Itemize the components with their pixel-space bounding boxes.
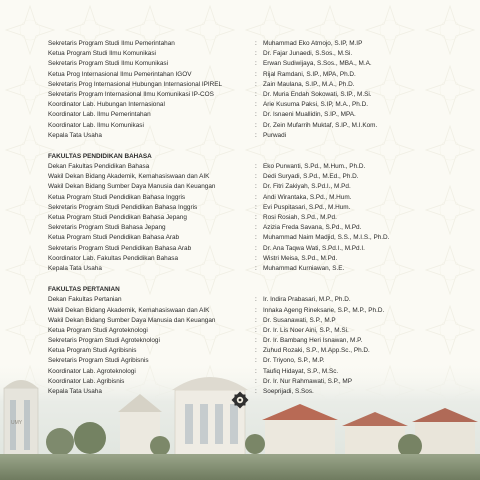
person-name: Dr. Fitri Zakiyah, S.Pd.I., M.Pd. xyxy=(263,183,351,191)
staff-row xyxy=(48,49,448,59)
person-name: Dedi Suryadi, S.Pd., M.Ed., Ph.D. xyxy=(263,173,359,181)
position-label: Wakil Dekan Bidang Sumber Daya Manusia dan Keuangan xyxy=(48,183,216,191)
person-name: Dr. Ir. Bambang Heri Isnawan, M.P. xyxy=(263,337,363,345)
position-label: Sekretaris Program Studi Ilmu Pemerintahan xyxy=(48,40,175,47)
separator-colon: : xyxy=(255,183,257,191)
position-label: Dekan Fakultas Pendidikan Bahasa xyxy=(48,163,150,171)
faculty-section xyxy=(48,39,448,141)
separator-colon: : xyxy=(255,347,257,355)
position-label: Sekretaris Program Studi Agribisnis xyxy=(48,357,149,365)
staff-row xyxy=(48,346,448,356)
separator-colon: : xyxy=(255,214,257,221)
person-name: Eko Purwanti, S.Pd., M.Hum., Ph.D. xyxy=(263,163,366,171)
person-name: Zain Maulana, S.IP., M.A., Ph.D. xyxy=(263,80,355,88)
separator-colon: : xyxy=(255,203,257,211)
faculty-section xyxy=(48,152,448,274)
person-name: Rosi Rosiah, S.Pd., M.Pd. xyxy=(263,214,337,221)
person-name: Innaka Ageng Rineksane, S.P., M.P., Ph.D. xyxy=(263,306,385,314)
position-label: Sekretaris Program Studi Bahasa Jepang xyxy=(48,224,166,232)
separator-colon: : xyxy=(255,306,257,314)
person-name: Rijal Ramdani, S.IP., MPA, Ph.D. xyxy=(263,70,356,78)
position-label: Kepala Tata Usaha xyxy=(48,388,102,395)
staff-row xyxy=(48,367,448,377)
staff-row xyxy=(48,213,448,223)
staff-row xyxy=(48,244,448,254)
separator-colon: : xyxy=(255,131,257,139)
separator-colon: : xyxy=(255,357,257,365)
staff-row xyxy=(48,377,448,387)
person-name: Muhammad Eko Atmojo, S.IP, M.IP xyxy=(263,40,363,47)
person-name: Purwadi xyxy=(263,131,287,139)
staff-row xyxy=(48,172,448,182)
staff-row xyxy=(48,316,448,326)
ornament-emblem-icon xyxy=(231,391,249,409)
person-name: Dr. Fajar Junaedi, S.Sos., M.Si. xyxy=(263,50,353,58)
staff-row xyxy=(48,100,448,110)
separator-colon: : xyxy=(255,101,257,109)
faculty-section xyxy=(48,285,448,397)
staff-row xyxy=(48,203,448,213)
staff-row xyxy=(48,233,448,243)
person-name: Ir. Indira Prabasari, M.P., Ph.D. xyxy=(263,296,351,304)
separator-colon: : xyxy=(255,234,257,242)
position-label: Wakil Dekan Bidang Akademik, Kemahasiswaan dan AIK xyxy=(48,306,210,314)
staff-row xyxy=(48,131,448,141)
staff-row xyxy=(48,223,448,233)
person-name: Taufiq Hidayat, S.P., M.Sc. xyxy=(263,367,339,375)
separator-colon: : xyxy=(255,244,257,252)
person-name: Andi Wirantaka, S.Pd., M.Hum. xyxy=(263,193,352,201)
staff-row xyxy=(48,193,448,203)
separator-colon: : xyxy=(255,80,257,88)
staff-row xyxy=(48,162,448,172)
separator-colon: : xyxy=(255,388,257,395)
separator-colon: : xyxy=(255,326,257,334)
position-label: Koordinator Lab. Ilmu Pemerintahan xyxy=(48,111,151,119)
position-label: Koordinator Lab. Agroteknologi xyxy=(48,367,136,375)
staff-row xyxy=(48,264,448,274)
person-name: Zuhud Rozaki, S.P., M.App.Sc., Ph.D. xyxy=(263,347,370,355)
person-name: Soeprijadi, S.Sos. xyxy=(263,388,314,395)
separator-colon: : xyxy=(255,60,257,68)
staff-row xyxy=(48,182,448,192)
separator-colon: : xyxy=(255,264,257,272)
separator-colon: : xyxy=(255,367,257,375)
section-title: FAKULTAS PERTANIAN xyxy=(48,286,120,294)
position-label: Koordinator Lab. Hubungan Internasional xyxy=(48,101,165,109)
staff-row xyxy=(48,110,448,120)
person-name: Wistri Meisa, S.Pd., M.Pd. xyxy=(263,254,338,262)
staff-row xyxy=(48,70,448,80)
person-name: Dr. Triyono, S.P., M.P. xyxy=(263,357,325,365)
person-name: Dr. Muria Endah Sokowati, S.IP., M.Si. xyxy=(263,90,372,98)
position-label: Ketua Prog Internasional Ilmu Pemerintahan IGOV xyxy=(48,70,192,78)
position-label: Kepala Tata Usaha xyxy=(48,131,102,139)
staff-row xyxy=(48,39,448,49)
separator-colon: : xyxy=(255,224,257,232)
position-label: Kepala Tata Usaha xyxy=(48,264,102,272)
position-label: Ketua Program Studi Pendidikan Bahasa Jepang xyxy=(48,214,187,221)
position-label: Sekretaris Program Studi Ilmu Komunikasi xyxy=(48,60,169,68)
position-label: Sekretaris Prog Internasional Hubungan Internasional IPIREL xyxy=(48,80,223,88)
person-name: Dr. Ir. Nur Rahmawati, S.P., MP xyxy=(263,377,353,385)
person-name: Dr. Isnaeni Muallidin, S.IP., MPA. xyxy=(263,111,356,119)
separator-colon: : xyxy=(255,337,257,345)
staff-row xyxy=(48,306,448,316)
person-name: Dr. Ir. Lis Noer Aini, S.P., M.Si. xyxy=(263,326,349,334)
separator-colon: : xyxy=(255,173,257,181)
person-name: Evi Puspitasari, S.Pd., M.Hum. xyxy=(263,203,351,211)
position-label: Wakil Dekan Bidang Sumber Daya Manusia dan Keuangan xyxy=(48,316,216,324)
separator-colon: : xyxy=(255,296,257,304)
position-label: Wakil Dekan Bidang Akademik, Kemahasiswaan dan AIK xyxy=(48,173,210,181)
person-name: Azizia Freda Savana, S.Pd., M.Pd. xyxy=(263,224,362,232)
separator-colon: : xyxy=(255,70,257,78)
position-label: Ketua Program Studi Pendidikan Bahasa Inggris xyxy=(48,193,186,201)
staff-row xyxy=(48,121,448,131)
position-label: Sekretaris Program Internasional Ilmu Komunikasi IP-COS xyxy=(48,90,214,98)
staff-row xyxy=(48,254,448,264)
staff-row xyxy=(48,80,448,90)
position-label: Ketua Program Studi Agroteknologi xyxy=(48,326,148,334)
separator-colon: : xyxy=(255,121,257,129)
separator-colon: : xyxy=(255,40,257,47)
section-title: FAKULTAS PENDIDIKAN BAHASA xyxy=(48,152,152,160)
staff-directory xyxy=(48,39,448,397)
position-label: Sekretaris Program Studi Agroteknologi xyxy=(48,337,160,345)
separator-colon: : xyxy=(255,163,257,171)
separator-colon: : xyxy=(255,254,257,262)
person-name: Dr. Ana Taqwa Wati, S.Pd.I., M.Pd.I. xyxy=(263,244,365,252)
person-name: Arie Kusuma Paksi, S.IP, M.A., Ph.D. xyxy=(263,101,369,109)
position-label: Sekretaris Program Studi Pendidikan Bahasa Inggris xyxy=(48,203,198,211)
staff-row xyxy=(48,59,448,69)
person-name: Muhammad Naim Madjid, S.S., M.I.S., Ph.D. xyxy=(263,234,390,242)
position-label: Ketua Program Studi Ilmu Komunikasi xyxy=(48,50,156,58)
position-label: Koordinator Lab. Agribisnis xyxy=(48,377,125,385)
person-name: Muhammad Kurniawan, S.E. xyxy=(263,264,345,272)
separator-colon: : xyxy=(255,90,257,98)
staff-row xyxy=(48,326,448,336)
position-label: Sekretaris Program Studi Pendidikan Bahasa Arab xyxy=(48,244,192,252)
person-name: Dr. Susanawati, S.P., M.P xyxy=(263,316,336,324)
separator-colon: : xyxy=(255,50,257,58)
staff-row xyxy=(48,356,448,366)
position-label: Dekan Fakultas Pertanian xyxy=(48,296,122,304)
person-name: Dr. Zein Mufarrih Muktaf, S.IP., M.I.Kom. xyxy=(263,121,378,129)
campus-sign-text: UMY xyxy=(11,420,23,426)
separator-colon: : xyxy=(255,111,257,119)
separator-colon: : xyxy=(255,377,257,385)
position-label: Ketua Program Studi Agribisnis xyxy=(48,347,137,355)
separator-colon: : xyxy=(255,193,257,201)
person-name: Erwan Sudiwijaya, S.Sos., MBA., M.A. xyxy=(263,60,372,68)
position-label: Ketua Program Studi Pendidikan Bahasa Arab xyxy=(48,234,180,242)
staff-row xyxy=(48,295,448,305)
position-label: Koordinator Lab. Fakultas Pendidikan Bahasa xyxy=(48,254,179,262)
separator-colon: : xyxy=(255,316,257,324)
staff-row xyxy=(48,336,448,346)
staff-row xyxy=(48,90,448,100)
position-label: Koordinator Lab. Ilmu Komunikasi xyxy=(48,121,144,129)
